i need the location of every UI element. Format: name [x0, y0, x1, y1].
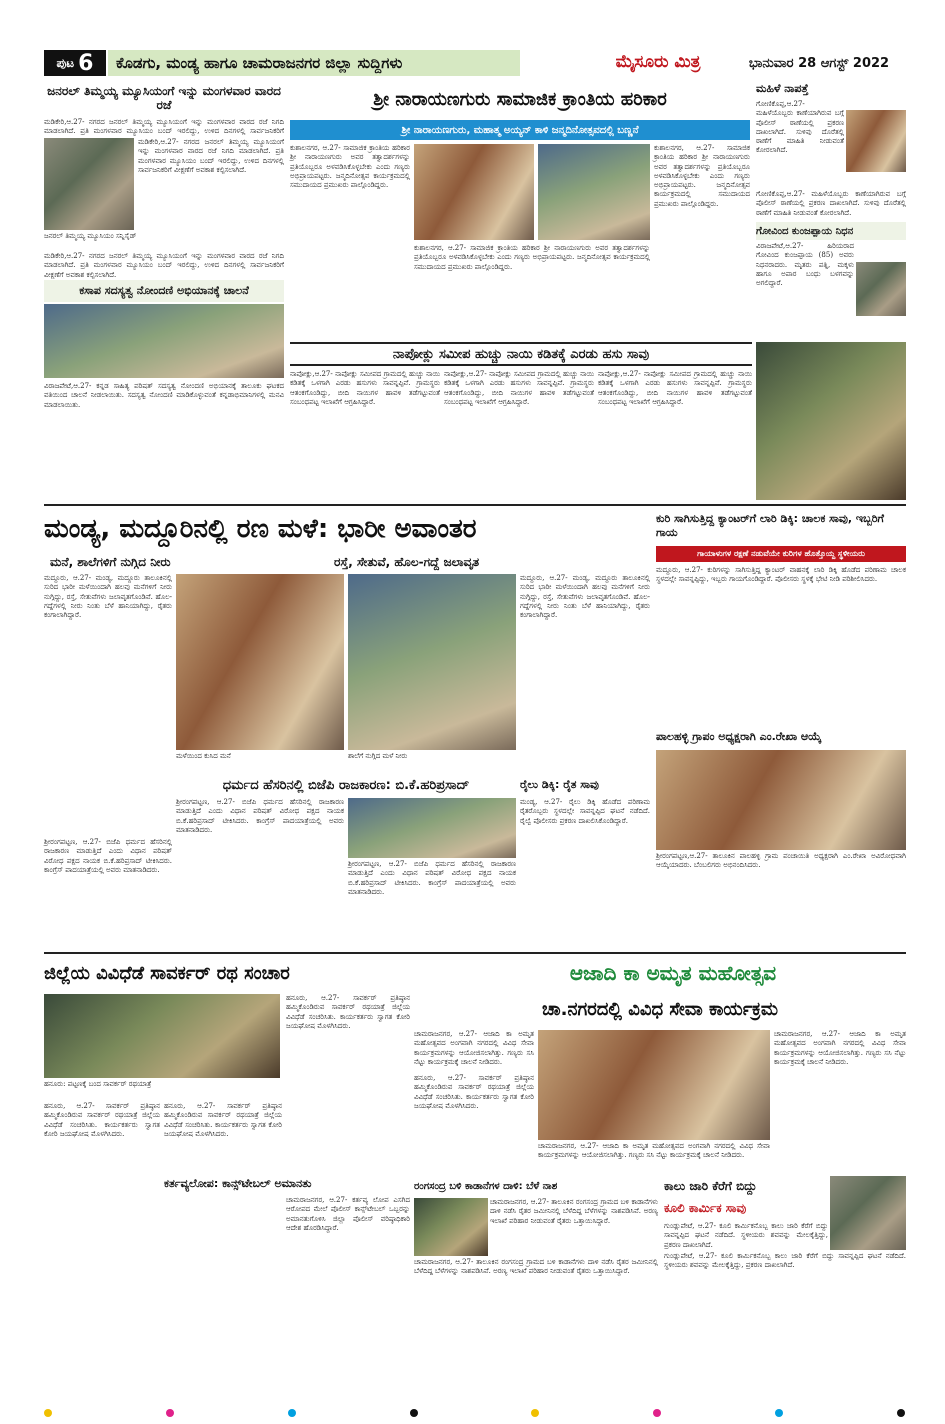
story-headline: ಕಾಲು ಜಾರಿ ಕೆರೆಗೆ ಬಿದ್ದು — [664, 1178, 757, 1193]
savarkar-rally-photo — [44, 994, 280, 1078]
story-body: ಶ್ರೀರಂಗಪಟ್ಟಣ, ಆ.27- ಬಿಜೆಪಿ ಧರ್ಮದ ಹೆಸರಿನಲ್ಲಿ ರಾಜಕಾರಣ ಮಾಡುತ್ತಿದೆ ಎಂದು ವಿಧಾನ ಪರಿಷತ್ ವಿರೋಧ ಪಕ್ಷದ ನಾಯಕ ಬಿ.ಕೆ.ಹರಿಪ್ರಸಾದ್ ಟೀಕಿಸಿದರು. ಕಾಂಗ್ರೆಸ್ ಪಾದಯಾತ್ರೆಯಲ್ಲಿ ಅವರು ಮಾತನಾಡಿದರು. — [348, 860, 516, 896]
story-body: ನಾಪೋಕ್ಲು,ಆ.27- ನಾಪೋಕ್ಲು ಸಮೀಪದ ಗ್ರಾಮದಲ್ಲಿ ಹುಚ್ಚು ನಾಯಿ ಕಡಿತಕ್ಕೆ ಒಳಗಾಗಿ ಎರಡು ಹಸುಗಳು ಸಾವನ್ನಪ್ಪಿವೆ. ಗ್ರಾಮಸ್ಥರು ಆತಂಕಗೊಂಡಿದ್ದು, ಬೀದಿ ನಾಯಿಗಳ ಹಾವಳಿ ತಡೆಗಟ್ಟುವಂತೆ ಸಂಬಂಧಪಟ್ಟ ಇಲಾಖೆಗೆ ಆಗ್ರಹಿಸಿದ್ದಾರೆ. — [444, 370, 594, 406]
story-body: ಹನೂರು, ಆ.27- ಸಾವರ್ಕರ್ ಪ್ರತಿಷ್ಠಾನ ಹಮ್ಮಿಕೊಂಡಿರುವ ಸಾವರ್ಕರ್ ರಥಯಾತ್ರೆ ಜಿಲ್ಲೆಯ ವಿವಿಧೆಡೆ ಸಂಚರಿಸಿತು. ಕಾರ್ಯಕರ್ತರು ಸ್ವಾಗತ ಕೋರಿ ಜಯಘೋಷ ಮೊಳಗಿಸಿದರು. — [286, 994, 410, 1030]
story-body: ಕುಶಾಲನಗರ, ಆ.27- ಸಾಮಾಜಿಕ ಕ್ರಾಂತಿಯ ಹರಿಕಾರ ಶ್ರೀ ನಾರಾಯಣಗುರು ಅವರ ತತ್ವಾದರ್ಶಗಳನ್ನು ಪ್ರತಿಯೊಬ್ಬರೂ ಅಳವಡಿಸಿಕೊಳ್ಳಬೇಕು ಎಂದು ಗಣ್ಯರು ಅಭಿಪ್ರಾಯಪಟ್ಟರು. ಜನ್ಮದಿನೋತ್ಸವ ಕಾರ್ಯಕ್ರಮದಲ್ಲಿ ಸಮುದಾಯದ ಪ್ರಮುಖರು ಪಾಲ್ಗೊಂಡಿದ್ದರು. — [654, 144, 750, 208]
photo-caption: ಹನೂರು: ಪಟ್ಟಣಕ್ಕೆ ಬಂದ ಸಾವರ್ಕರ್ ರಥಯಾತ್ರೆ — [44, 1080, 152, 1088]
story-headline: ಪಾಲಹಳ್ಳಿ ಗ್ರಾಪಂ ಅಧ್ಯಕ್ಷರಾಗಿ ಎಂ.ರೇಖಾ ಆಯ್ಕೆ — [656, 730, 822, 743]
story-body: ಚಾಮರಾಜನಗರ, ಆ.27- ಆಜಾದಿ ಕಾ ಅಮೃತ ಮಹೋತ್ಸವದ ಅಂಗವಾಗಿ ನಗರದಲ್ಲಿ ವಿವಿಧ ಸೇವಾ ಕಾರ್ಯಕ್ರಮಗಳನ್ನು ಆಯೋಜಿಸಲಾಗಿತ್ತು. ಗಣ್ಯರು ಸಸಿ ನೆಟ್ಟು ಕಾರ್ಯಕ್ರಮಕ್ಕೆ ಚಾಲನೆ ನೀಡಿದರು. — [414, 1030, 534, 1066]
story-body: ಮಡಿಕೇರಿ,ಆ.27- ನಗರದ ಜನರಲ್ ತಿಮ್ಮಯ್ಯ ಮ್ಯೂಸಿಯಂಗೆ ಇನ್ನು ಮಂಗಳವಾರ ವಾರದ ರಜೆ ನಿಗದಿ ಮಾಡಲಾಗಿದೆ. ಪ್ರತಿ ಮಂಗಳವಾರ ಮ್ಯೂಸಿಯಂ ಬಂದ್ ಇರಲಿದ್ದು, ಉಳಿದ ದಿನಗಳಲ್ಲಿ ಸಾರ್ವಜನಿಕರಿಗೆ ವೀಕ್ಷಣೆಗೆ ಅವಕಾಶ ಕಲ್ಪಿಸಲಾಗಿದೆ. — [44, 252, 284, 279]
story-body: ಮದ್ದೂರು, ಆ.27- ಮಂಡ್ಯ, ಮದ್ದೂರು ತಾಲೂಕಿನಲ್ಲಿ ಸುರಿದ ಭಾರೀ ಮಳೆಯಿಂದಾಗಿ ಹಲವು ಮನೆಗಳಿಗೆ ನೀರು ನುಗ್ಗಿದ್ದು, ರಸ್ತೆ, ಸೇತುವೆಗಳು ಜಲಾವೃತಗೊಂಡಿವೆ. ಹೊಲ-ಗದ್ದೆಗಳಲ್ಲಿ ನೀರು ನಿಂತು ಬೆಳೆ ಹಾನಿಯಾಗಿದ್ದು, ರೈತರು ಕಂಗಾಲಾಗಿದ್ದಾರೆ. — [44, 574, 172, 620]
registration-dot — [288, 1409, 296, 1417]
registration-marks — [44, 1408, 905, 1418]
story-body: ನಾಪೋಕ್ಲು,ಆ.27- ನಾಪೋಕ್ಲು ಸಮೀಪದ ಗ್ರಾಮದಲ್ಲಿ ಹುಚ್ಚು ನಾಯಿ ಕಡಿತಕ್ಕೆ ಒಳಗಾಗಿ ಎರಡು ಹಸುಗಳು ಸಾವನ್ನಪ್ಪಿವೆ. ಗ್ರಾಮಸ್ಥರು ಆತಂಕಗೊಂಡಿದ್ದು, ಬೀದಿ ನಾಯಿಗಳ ಹಾವಳಿ ತಡೆಗಟ್ಟುವಂತೆ ಸಂಬಂಧಪಟ್ಟ ಇಲಾಖೆಗೆ ಆಗ್ರಹಿಸಿದ್ದಾರೆ. — [598, 370, 752, 406]
story-headline: ಮಂಡ್ಯ, ಮದ್ದೂರಿನಲ್ಲಿ ರಣ ಮಳೆ: ಭಾರೀ ಅವಾಂತರ — [44, 513, 477, 544]
story-headline: ಶ್ರೀ ನಾರಾಯಣಗುರು ಸಾಮಾಜಿಕ ಕ್ರಾಂತಿಯ ಹರಿಕಾರ — [373, 88, 667, 110]
story-headline: ಜಿಲ್ಲೆಯ ವಿವಿಧೆಡೆ ಸಾವರ್ಕರ್ ರಥ ಸಂಚಾರ — [44, 962, 290, 984]
registration-dot — [531, 1409, 539, 1417]
story-headline: ರಂಗಸಂದ್ರ ಬಳಿ ಕಾಡಾನೆಗಳ ದಾಳಿ: ಬೆಳೆ ನಾಶ — [414, 1180, 558, 1192]
story-headline: ಕರ್ತವ್ಯಲೋಪ: ಕಾನ್ಸ್‌ಟೇಬಲ್ ಅಮಾನತು — [164, 1177, 312, 1190]
divider — [44, 504, 906, 506]
section-title: ಕೊಡಗು, ಮಂಡ್ಯ ಹಾಗೂ ಚಾಮರಾಜನಗರ ಜಿಲ್ಲಾ ಸುದ್ದಿಗಳು — [108, 50, 520, 76]
page-number-box — [44, 50, 106, 76]
story-headline: ಜನರಲ್ ತಿಮ್ಮಯ್ಯ ಮ್ಯೂಸಿಯಂಗೆ ಇನ್ನು ಮಂಗಳವಾರ ವಾರದ ರಜೆ — [47, 84, 281, 112]
registration-dot — [897, 1409, 905, 1417]
story-body: ಹನೂರು, ಆ.27- ಸಾವರ್ಕರ್ ಪ್ರತಿಷ್ಠಾನ ಹಮ್ಮಿಕೊಂಡಿರುವ ಸಾವರ್ಕರ್ ರಥಯಾತ್ರೆ ಜಿಲ್ಲೆಯ ವಿವಿಧೆಡೆ ಸಂಚರಿಸಿತು. ಕಾರ್ಯಕರ್ತರು ಸ್ವಾಗತ ಕೋರಿ ಜಯಘೋಷ ಮೊಳಗಿಸಿದರು. — [414, 1074, 534, 1110]
event-photo — [538, 144, 650, 240]
story-subhead: ಚಾ.ನಗರದಲ್ಲಿ ವಿವಿಧ ಸೇವಾ ಕಾರ್ಯಕ್ರಮ — [541, 998, 779, 1020]
story-headline: ಧರ್ಮದ ಹೆಸರಿನಲ್ಲಿ ಬಿಜೆಪಿ ರಾಜಕಾರಣ: ಬಿ.ಕೆ.ಹರಿಪ್ರಸಾದ್ — [222, 777, 470, 793]
story-body: ಮದ್ದೂರು, ಆ.27- ಮಂಡ್ಯ, ಮದ್ದೂರು ತಾಲೂಕಿನಲ್ಲಿ ಸುರಿದ ಭಾರೀ ಮಳೆಯಿಂದಾಗಿ ಹಲವು ಮನೆಗಳಿಗೆ ನೀರು ನುಗ್ಗಿದ್ದು, ರಸ್ತೆ, ಸೇತುವೆಗಳು ಜಲಾವೃತಗೊಂಡಿವೆ. ಹೊಲ-ಗದ್ದೆಗಳಲ್ಲಿ ನೀರು ನಿಂತು ಬೆಳೆ ಹಾನಿಯಾಗಿದ್ದು, ರೈತರು ಕಂಗಾಲಾಗಿದ್ದಾರೆ. — [520, 574, 650, 620]
story-body: ಕುಶಾಲನಗರ, ಆ.27- ಸಾಮಾಜಿಕ ಕ್ರಾಂತಿಯ ಹರಿಕಾರ ಶ್ರೀ ನಾರಾಯಣಗುರು ಅವರ ತತ್ವಾದರ್ಶಗಳನ್ನು ಪ್ರತಿಯೊಬ್ಬರೂ ಅಳವಡಿಸಿಕೊಳ್ಳಬೇಕು ಎಂದು ಗಣ್ಯರು ಅಭಿಪ್ರಾಯಪಟ್ಟರು. ಜನ್ಮದಿನೋತ್ಸವ ಕಾರ್ಯಕ್ರಮದಲ್ಲಿ ಸಮುದಾಯದ ಪ್ರಮುಖರು ಪಾಲ್ಗೊಂಡಿದ್ದರು. — [290, 144, 410, 190]
registration-dot — [653, 1409, 661, 1417]
azadi-event-photo — [538, 1030, 770, 1140]
story-subhead: ಶ್ರೀ ನಾರಾಯಣಗುರು, ಮಹಾತ್ಮ ಅಯ್ಯನ್ ಕಾಳಿ ಜನ್ಮದಿನೋತ್ಸವದಲ್ಲಿ ಬಣ್ಣನೆ — [290, 120, 750, 140]
story-body: ಗುಂಡ್ಲುಪೇಟೆ, ಆ.27- ಕೂಲಿ ಕಾರ್ಮಿಕನೊಬ್ಬ ಕಾಲು ಜಾರಿ ಕೆರೆಗೆ ಬಿದ್ದು ಸಾವನ್ನಪ್ಪಿದ ಘಟನೆ ನಡೆದಿದೆ. ಸ್ಥಳೀಯರು ಶವವನ್ನು ಮೇಲಕ್ಕೆತ್ತಿದ್ದು, ಪ್ರಕರಣ ದಾಖಲಾಗಿದೆ. — [664, 1222, 828, 1249]
story-body: ಕುಶಾಲನಗರ, ಆ.27- ಸಾಮಾಜಿಕ ಕ್ರಾಂತಿಯ ಹರಿಕಾರ ಶ್ರೀ ನಾರಾಯಣಗುರು ಅವರ ತತ್ವಾದರ್ಶಗಳನ್ನು ಪ್ರತಿಯೊಬ್ಬರೂ ಅಳವಡಿಸಿಕೊಳ್ಳಬೇಕು ಎಂದು ಗಣ್ಯರು ಅಭಿಪ್ರಾಯಪಟ್ಟರು. ಜನ್ಮದಿನೋತ್ಸವ ಕಾರ್ಯಕ್ರಮದಲ್ಲಿ ಸಮುದಾಯದ ಪ್ರಮುಖರು ಪಾಲ್ಗೊಂಡಿದ್ದರು. — [414, 244, 650, 271]
deceased-photo — [830, 1176, 906, 1250]
collapsed-house-photo — [176, 574, 344, 750]
registration-dot — [44, 1409, 52, 1417]
story-body: ಶ್ರೀರಂಗಪಟ್ಟಣ, ಆ.27- ಬಿಜೆಪಿ ಧರ್ಮದ ಹೆಸರಿನಲ್ಲಿ ರಾಜಕಾರಣ ಮಾಡುತ್ತಿದೆ ಎಂದು ವಿಧಾನ ಪರಿಷತ್ ವಿರೋಧ ಪಕ್ಷದ ನಾಯಕ ಬಿ.ಕೆ.ಹರಿಪ್ರಸಾದ್ ಟೀಕಿಸಿದರು. ಕಾಂಗ್ರೆಸ್ ಪಾದಯಾತ್ರೆಯಲ್ಲಿ ಅವರು ಮಾತನಾಡಿದರು. — [176, 798, 344, 834]
story-body: ಹನೂರು, ಆ.27- ಸಾವರ್ಕರ್ ಪ್ರತಿಷ್ಠಾನ ಹಮ್ಮಿಕೊಂಡಿರುವ ಸಾವರ್ಕರ್ ರಥಯಾತ್ರೆ ಜಿಲ್ಲೆಯ ವಿವಿಧೆಡೆ ಸಂಚರಿಸಿತು. ಕಾರ್ಯಕರ್ತರು ಸ್ವಾಗತ ಕೋರಿ ಜಯಘೋಷ ಮೊಳಗಿಸಿದರು. — [164, 1102, 282, 1138]
story-headline: ರೈಲು ಡಿಕ್ಕಿ: ರೈತ ಸಾವು — [520, 778, 599, 791]
bjp-event-photo — [348, 798, 516, 858]
story-subhead: ಮನೆ, ಶಾಲೆಗಳಿಗೆ ನುಗ್ಗಿದ ನೀರು — [50, 554, 171, 569]
story-body: ಮಡಿಕೇರಿ,ಆ.27- ನಗರದ ಜನರಲ್ ತಿಮ್ಮಯ್ಯ ಮ್ಯೂಸಿಯಂಗೆ ಇನ್ನು ಮಂಗಳವಾರ ವಾರದ ರಜೆ ನಿಗದಿ ಮಾಡಲಾಗಿದೆ. ಪ್ರತಿ ಮಂಗಳವಾರ ಮ್ಯೂಸಿಯಂ ಬಂದ್ ಇರಲಿದ್ದು, ಉಳಿದ ದಿನಗಳಲ್ಲಿ ಸಾರ್ವಜನಿಕರಿಗೆ — [44, 118, 284, 136]
crop-damage-photo — [414, 1198, 488, 1256]
story-body: ಚಾಮರಾಜನಗರ, ಆ.27- ತಾಲೂಕಿನ ರಂಗಸಂದ್ರ ಗ್ರಾಮದ ಬಳಿ ಕಾಡಾನೆಗಳು ದಾಳಿ ನಡೆಸಿ ರೈತರ ಜಮೀನಿನಲ್ಲಿ ಬೆಳೆದಿದ್ದ ಬೆಳೆಗಳನ್ನು ನಾಶಪಡಿಸಿವೆ. ಅರಣ್ಯ ಇಲಾಖೆ ಪರಿಹಾರ ನೀಡುವಂತೆ ರೈತರು ಒತ್ತಾಯಿಸಿದ್ದಾರೆ. — [414, 1258, 658, 1276]
story-body: ಚಾಮರಾಜನಗರ, ಆ.27- ಕರ್ತವ್ಯ ಲೋಪ ಎಸಗಿದ ಆರೋಪದ ಮೇಲೆ ಪೊಲೀಸ್ ಕಾನ್ಸ್‌ಟೇಬಲ್ ಒಬ್ಬರನ್ನು ಅಮಾನತುಗೊಳಿಸಿ ಜಿಲ್ಲಾ ಪೊಲೀಸ್ ವರಿಷ್ಠಾಧಿಕಾರಿ ಆದೇಶ ಹೊರಡಿಸಿದ್ದಾರೆ. — [286, 1196, 410, 1232]
story-body: ವಿರಾಜಪೇಟೆ,ಆ.27- ಹಿರಿಯರಾದ ಗೋವಿಂದ ಕುಂಜಪ್ಪಾಯ (85) ಅವರು ನಿಧನರಾದರು. ಮೃತರು ಪತ್ನಿ, ಮಕ್ಕಳು ಹಾಗೂ ಅಪಾರ ಬಂಧು ಬಳಗವನ್ನು ಅಗಲಿದ್ದಾರೆ. — [756, 242, 854, 288]
story-body: ಮಂಡ್ಯ, ಆ.27- ರೈಲು ಡಿಕ್ಕಿ ಹೊಡೆದ ಪರಿಣಾಮ ರೈತರೊಬ್ಬರು ಸ್ಥಳದಲ್ಲೇ ಸಾವನ್ನಪ್ಪಿದ ಘಟನೆ ನಡೆದಿದೆ. ರೈಲ್ವೆ ಪೊಲೀಸರು ಪ್ರಕರಣ ದಾಖಲಿಸಿಕೊಂಡಿದ್ದಾರೆ. — [520, 798, 650, 825]
story-subhead: ಗಾಯಾಳುಗಳ ರಕ್ಷಣೆ ನಡುವೆಯೇ ಕುರಿಗಳ ಹೊತ್ತೊಯ್ದ ಸ್ಥಳೀಯರು — [656, 546, 906, 562]
story-body: ಚಾಮರಾಜನಗರ, ಆ.27- ಆಜಾದಿ ಕಾ ಅಮೃತ ಮಹೋತ್ಸವದ ಅಂಗವಾಗಿ ನಗರದಲ್ಲಿ ವಿವಿಧ ಸೇವಾ ಕಾರ್ಯಕ್ರಮಗಳನ್ನು ಆಯೋಜಿಸಲಾಗಿತ್ತು. ಗಣ್ಯರು ಸಸಿ ನೆಟ್ಟು ಕಾರ್ಯಕ್ರಮಕ್ಕೆ ಚಾಲನೆ ನೀಡಿದರು. — [774, 1030, 906, 1066]
gp-president-photo — [656, 750, 906, 850]
divider — [44, 952, 906, 954]
story-body: ಶ್ರೀರಂಗಪಟ್ಟಣ, ಆ.27- ಬಿಜೆಪಿ ಧರ್ಮದ ಹೆಸರಿನಲ್ಲಿ ರಾಜಕಾರಣ ಮಾಡುತ್ತಿದೆ ಎಂದು ವಿಧಾನ ಪರಿಷತ್ ವಿರೋಧ ಪಕ್ಷದ ನಾಯಕ ಬಿ.ಕೆ.ಹರಿಪ್ರಸಾದ್ ಟೀಕಿಸಿದರು. ಕಾಂಗ್ರೆಸ್ ಪಾದಯಾತ್ರೆಯಲ್ಲಿ ಅವರು ಮಾತನಾಡಿದರು. — [44, 838, 172, 874]
issue-date: ಭಾನುವಾರ 28 ಆಗಸ್ಟ್ 2022 — [748, 55, 890, 71]
event-photo — [414, 144, 534, 240]
page-label: ಪುಟ — [56, 55, 75, 70]
story-headline: ಮಹಿಳೆ ನಾಪತ್ತೆ — [756, 82, 809, 95]
registration-dot — [410, 1409, 418, 1417]
story-body: ಹನೂರು, ಆ.27- ಸಾವರ್ಕರ್ ಪ್ರತಿಷ್ಠಾನ ಹಮ್ಮಿಕೊಂಡಿರುವ ಸಾವರ್ಕರ್ ರಥಯಾತ್ರೆ ಜಿಲ್ಲೆಯ ವಿವಿಧೆಡೆ ಸಂಚರಿಸಿತು. ಕಾರ್ಯಕರ್ತರು ಸ್ವಾಗತ ಕೋರಿ ಜಯಘೋಷ ಮೊಳಗಿಸಿದರು. — [44, 1102, 160, 1138]
story-headline: ಕುರಿ ಸಾಗಿಸುತ್ತಿದ್ದ ಕ್ಯಾಂಟರ್‌ಗೆ ಲಾರಿ ಡಿಕ್ಕಿ: ಚಾಲಕ ಸಾವು, ಇಬ್ಬರಿಗೆ ಗಾಯ — [656, 512, 884, 539]
registration-dot — [775, 1409, 783, 1417]
story-headline: ಕಸಾಪ ಸದಸ್ಯತ್ವ ನೋಂದಣಿ ಅಭಿಯಾನಕ್ಕೆ ಚಾಲನೆ — [44, 280, 284, 302]
story-body: ಮಡಿಕೇರಿ,ಆ.27- ನಗರದ ಜನರಲ್ ತಿಮ್ಮಯ್ಯ ಮ್ಯೂಸಿಯಂಗೆ ಇನ್ನು ಮಂಗಳವಾರ ವಾರದ ರಜೆ ನಿಗದಿ ಮಾಡಲಾಗಿದೆ. ಪ್ರತಿ ಮಂಗಳವಾರ ಮ್ಯೂಸಿಯಂ ಬಂದ್ ಇರಲಿದ್ದು, ಉಳಿದ ದಿನಗಳಲ್ಲಿ ಸಾರ್ವಜನಿಕರಿಗೆ ವೀಕ್ಷಣೆಗೆ ಅವಕಾಶ ಕಲ್ಪಿಸಲಾಗಿದೆ. — [138, 138, 284, 174]
story-subhead: ಕೂಲಿ ಕಾರ್ಮಿಕ ಸಾವು — [664, 1200, 747, 1215]
story-body: ಮದ್ದೂರು, ಆ.27- ಕುರಿಗಳನ್ನು ಸಾಗಿಸುತ್ತಿದ್ದ ಕ್ಯಾಂಟರ್ ವಾಹನಕ್ಕೆ ಲಾರಿ ಡಿಕ್ಕಿ ಹೊಡೆದ ಪರಿಣಾಮ ಚಾಲಕ ಸ್ಥಳದಲ್ಲೇ ಸಾವನ್ನಪ್ಪಿದ್ದು, ಇಬ್ಬರು ಗಾಯಗೊಂಡಿದ್ದಾರೆ. ಪೊಲೀಸರು ಸ್ಥಳಕ್ಕೆ ಭೇಟಿ ನೀಡಿ ಪರಿಶೀಲಿಸಿದರು. — [656, 566, 906, 584]
museum-photo — [44, 138, 134, 230]
story-body: ಗೋಣಿಕೊಪ್ಪ,ಆ.27- ಮಹಿಳೆಯೊಬ್ಬರು ಕಾಣೆಯಾಗಿರುವ ಬಗ್ಗೆ ಪೊಲೀಸ್ ಠಾಣೆಯಲ್ಲಿ ಪ್ರಕರಣ ದಾಖಲಾಗಿದೆ. ಸುಳಿವು ದೊರೆತಲ್ಲಿ ಠಾಣೆಗೆ ಮಾಹಿತಿ ನೀಡುವಂತೆ ಕೋರಲಾಗಿದೆ. — [756, 100, 844, 155]
story-body: ಶ್ರೀರಂಗಪಟ್ಟಣ,ಆ.27- ತಾಲೂಕಿನ ಪಾಲಹಳ್ಳಿ ಗ್ರಾಮ ಪಂಚಾಯಿತಿ ಅಧ್ಯಕ್ಷರಾಗಿ ಎಂ.ರೇಖಾ ಅವಿರೋಧವಾಗಿ ಆಯ್ಕೆಯಾದರು. ಬೆಂಬಲಿಗರು ಅಭಿನಂದಿಸಿದರು. — [656, 852, 906, 870]
photo-caption: ಶಾಲೆಗೆ ನುಗ್ಗಿದ ಮಳೆ ನೀರು — [348, 752, 408, 760]
photo-caption: ಮಳೆಯಿಂದ ಕುಸಿದ ಮನೆ — [176, 752, 231, 760]
story-subhead: ರಸ್ತೆ, ಸೇತುವೆ, ಹೊಲ-ಗದ್ದೆ ಜಲಾವೃತ — [334, 554, 480, 569]
story-body: ಗುಂಡ್ಲುಪೇಟೆ, ಆ.27- ಕೂಲಿ ಕಾರ್ಮಿಕನೊಬ್ಬ ಕಾಲು ಜಾರಿ ಕೆರೆಗೆ ಬಿದ್ದು ಸಾವನ್ನಪ್ಪಿದ ಘಟನೆ ನಡೆದಿದೆ. ಸ್ಥಳೀಯರು ಶವವನ್ನು ಮೇಲಕ್ಕೆತ್ತಿದ್ದು, ಪ್ರಕರಣ ದಾಖಲಾಗಿದೆ. — [664, 1252, 906, 1270]
dead-cow-photo — [756, 342, 906, 500]
person-photo — [856, 262, 906, 316]
kasapa-group-photo — [44, 304, 284, 378]
registration-dot — [166, 1409, 174, 1417]
person-photo — [846, 110, 906, 172]
story-body: ಚಾಮರಾಜನಗರ, ಆ.27- ಆಜಾದಿ ಕಾ ಅಮೃತ ಮಹೋತ್ಸವದ ಅಂಗವಾಗಿ ನಗರದಲ್ಲಿ ವಿವಿಧ ಸೇವಾ ಕಾರ್ಯಕ್ರಮಗಳನ್ನು ಆಯೋಜಿಸಲಾಗಿತ್ತು. ಗಣ್ಯರು ಸಸಿ ನೆಟ್ಟು ಕಾರ್ಯಕ್ರಮಕ್ಕೆ ಚಾಲನೆ ನೀಡಿದರು. — [538, 1142, 770, 1160]
story-headline: ನಾಪೋಕ್ಲು ಸಮೀಪ ಹುಚ್ಚು ನಾಯಿ ಕಡಿತಕ್ಕೆ ಎರಡು ಹಸು ಸಾವು — [290, 342, 752, 366]
story-body: ಗೋಣಿಕೊಪ್ಪ,ಆ.27- ಮಹಿಳೆಯೊಬ್ಬರು ಕಾಣೆಯಾಗಿರುವ ಬಗ್ಗೆ ಪೊಲೀಸ್ ಠಾಣೆಯಲ್ಲಿ ಪ್ರಕರಣ ದಾಖಲಾಗಿದೆ. ಸುಳಿವು ದೊರೆತಲ್ಲಿ ಠಾಣೆಗೆ ಮಾಹಿತಿ ನೀಡುವಂತೆ ಕೋರಲಾಗಿದೆ. — [756, 190, 906, 217]
story-body: ನಾಪೋಕ್ಲು,ಆ.27- ನಾಪೋಕ್ಲು ಸಮೀಪದ ಗ್ರಾಮದಲ್ಲಿ ಹುಚ್ಚು ನಾಯಿ ಕಡಿತಕ್ಕೆ ಒಳಗಾಗಿ ಎರಡು ಹಸುಗಳು ಸಾವನ್ನಪ್ಪಿವೆ. ಗ್ರಾಮಸ್ಥರು ಆತಂಕಗೊಂಡಿದ್ದು, ಬೀದಿ ನಾಯಿಗಳ ಹಾವಳಿ ತಡೆಗಟ್ಟುವಂತೆ ಸಂಬಂಧಪಟ್ಟ ಇಲಾಖೆಗೆ ಆಗ್ರಹಿಸಿದ್ದಾರೆ. — [290, 370, 440, 406]
story-headline: ಗೋವಿಂದ ಕುಂಜಪ್ಪಾಯ ನಿಧನ — [756, 222, 906, 240]
story-body: ವಿರಾಜಪೇಟೆ,ಆ.27- ಕನ್ನಡ ಸಾಹಿತ್ಯ ಪರಿಷತ್ ಸದಸ್ಯತ್ವ ನೋಂದಣಿ ಅಭಿಯಾನಕ್ಕೆ ತಾಲೂಕು ಘಟಕದ ವತಿಯಿಂದ ಚಾಲನೆ ನೀಡಲಾಯಿತು. ಸದಸ್ಯತ್ವ ನೋಂದಣಿ ಮಾಡಿಕೊಳ್ಳುವಂತೆ ಕನ್ನಡಾಭಿಮಾನಿಗಳಲ್ಲಿ ಮನವಿ ಮಾಡಲಾಯಿತು. — [44, 382, 284, 409]
newspaper-name: ಮೈಸೂರು ಮಿತ್ರ — [615, 52, 701, 72]
photo-caption: ಜನರಲ್ ತಿಮ್ಮಯ್ಯ ಮ್ಯೂಸಿಯಂ ಸನ್ನಿಸೈಡ್ — [44, 232, 137, 240]
story-headline: ಆಜಾದಿ ಕಾ ಅಮೃತ ಮಹೋತ್ಸವ — [569, 961, 777, 985]
page-number: 6 — [78, 50, 94, 76]
flooded-school-photo — [348, 574, 516, 750]
story-body: ಚಾಮರಾಜನಗರ, ಆ.27- ತಾಲೂಕಿನ ರಂಗಸಂದ್ರ ಗ್ರಾಮದ ಬಳಿ ಕಾಡಾನೆಗಳು ದಾಳಿ ನಡೆಸಿ ರೈತರ ಜಮೀನಿನಲ್ಲಿ ಬೆಳೆದಿದ್ದ ಬೆಳೆಗಳನ್ನು ನಾಶಪಡಿಸಿವೆ. ಅರಣ್ಯ ಇಲಾಖೆ ಪರಿಹಾರ ನೀಡುವಂತೆ ರೈತರು ಒತ್ತಾಯಿಸಿದ್ದಾರೆ. — [490, 1198, 658, 1225]
